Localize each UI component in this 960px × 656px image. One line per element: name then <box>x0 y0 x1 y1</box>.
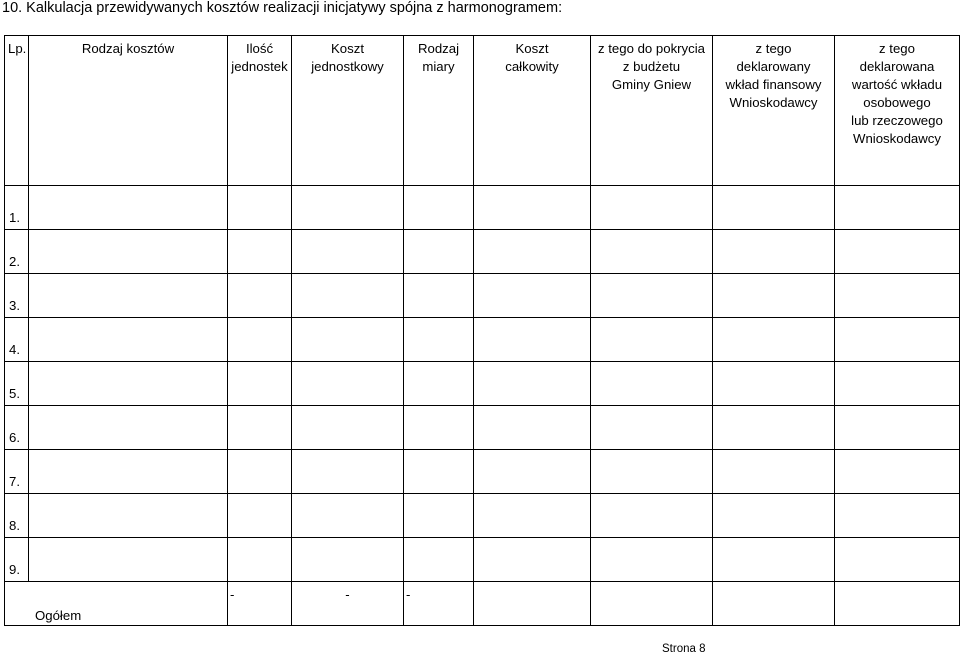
cell-quantity[interactable] <box>228 274 292 318</box>
header-row <box>5 36 960 186</box>
cell-cost-type[interactable] <box>29 362 228 406</box>
cost-calculation-table <box>4 35 960 626</box>
cell-quantity[interactable] <box>228 494 292 538</box>
cell-quantity[interactable] <box>228 362 292 406</box>
cell-unit[interactable] <box>404 362 474 406</box>
total-total-cost[interactable] <box>474 582 591 626</box>
cell-quantity[interactable] <box>228 538 292 582</box>
table-row <box>5 274 960 318</box>
cell-unit[interactable] <box>404 538 474 582</box>
cell-in-kind-contribution[interactable] <box>835 450 960 494</box>
cell-gmina-budget[interactable] <box>591 494 713 538</box>
cell-unit[interactable] <box>404 186 474 230</box>
cell-in-kind-contribution[interactable] <box>835 538 960 582</box>
cell-cost-type[interactable] <box>29 318 228 362</box>
cell-cost-type[interactable] <box>29 538 228 582</box>
cell-unit-cost[interactable] <box>292 318 404 362</box>
cell-unit-cost[interactable] <box>292 450 404 494</box>
table-row <box>5 450 960 494</box>
section-title: 10. Kalkulacja przewidywanych kosztów realizacji inicjatywy spójna z harmonogramem: <box>2 0 563 16</box>
cell-in-kind-contribution[interactable] <box>835 362 960 406</box>
cell-unit-cost[interactable] <box>292 274 404 318</box>
total-in-kind-contribution[interactable] <box>835 582 960 626</box>
cell-quantity[interactable] <box>228 186 292 230</box>
cell-unit-cost[interactable] <box>292 230 404 274</box>
cell-in-kind-contribution[interactable] <box>835 274 960 318</box>
row-number: 2. <box>5 230 29 274</box>
cell-financial-contribution[interactable] <box>713 362 835 406</box>
cell-in-kind-contribution[interactable] <box>835 230 960 274</box>
cell-quantity[interactable] <box>228 318 292 362</box>
cell-unit-cost[interactable] <box>292 362 404 406</box>
row-number: 4. <box>5 318 29 362</box>
total-label: Ogółem <box>5 582 228 626</box>
header-gmina-budget <box>591 36 713 186</box>
header-label: Rodzaj miary <box>417 41 460 74</box>
total-unit-cost: - <box>292 582 404 626</box>
header-label: z tego deklarowana wartość wkładu osobowego lub rzeczowego Wnioskodawcy <box>851 41 943 146</box>
cell-unit-cost[interactable] <box>292 538 404 582</box>
header-label: z tego do pokrycia z budżetu Gminy Gniew <box>597 41 706 92</box>
cell-gmina-budget[interactable] <box>591 450 713 494</box>
row-number: 1. <box>5 186 29 230</box>
cell-financial-contribution[interactable] <box>713 450 835 494</box>
cell-in-kind-contribution[interactable] <box>835 494 960 538</box>
page-number: Strona 8 <box>662 643 706 655</box>
header-cost-type <box>29 36 228 186</box>
cell-financial-contribution[interactable] <box>713 318 835 362</box>
cell-total-cost[interactable] <box>474 274 591 318</box>
cell-quantity[interactable] <box>228 450 292 494</box>
header-label: Ilość jednostek <box>231 41 288 74</box>
cell-in-kind-contribution[interactable] <box>835 406 960 450</box>
cell-cost-type[interactable] <box>29 230 228 274</box>
header-label: Koszt całkowity <box>505 41 559 74</box>
cell-financial-contribution[interactable] <box>713 494 835 538</box>
cell-unit[interactable] <box>404 230 474 274</box>
total-row <box>5 582 960 626</box>
total-unit: - <box>404 582 474 626</box>
row-number: 3. <box>5 274 29 318</box>
cell-gmina-budget[interactable] <box>591 186 713 230</box>
cell-in-kind-contribution[interactable] <box>835 186 960 230</box>
cell-unit[interactable] <box>404 274 474 318</box>
cell-financial-contribution[interactable] <box>713 186 835 230</box>
cell-cost-type[interactable] <box>29 186 228 230</box>
cell-financial-contribution[interactable] <box>713 230 835 274</box>
cell-unit[interactable] <box>404 450 474 494</box>
table-row <box>5 318 960 362</box>
cell-total-cost[interactable] <box>474 230 591 274</box>
cell-cost-type[interactable] <box>29 406 228 450</box>
cell-cost-type[interactable] <box>29 494 228 538</box>
header-financial-contribution <box>713 36 835 186</box>
cell-gmina-budget[interactable] <box>591 318 713 362</box>
table-row <box>5 538 960 582</box>
cell-unit-cost[interactable] <box>292 406 404 450</box>
row-number: 8. <box>5 494 29 538</box>
cell-total-cost[interactable] <box>474 494 591 538</box>
header-label: Lp. <box>8 41 27 56</box>
cell-unit[interactable] <box>404 318 474 362</box>
cell-financial-contribution[interactable] <box>713 274 835 318</box>
table-row <box>5 186 960 230</box>
cell-gmina-budget[interactable] <box>591 230 713 274</box>
cell-gmina-budget[interactable] <box>591 362 713 406</box>
table-row <box>5 362 960 406</box>
cell-financial-contribution[interactable] <box>713 538 835 582</box>
header-unit-cost <box>292 36 404 186</box>
cell-in-kind-contribution[interactable] <box>835 318 960 362</box>
row-number: 7. <box>5 450 29 494</box>
total-quantity: - <box>228 582 292 626</box>
cell-gmina-budget[interactable] <box>591 538 713 582</box>
row-number: 6. <box>5 406 29 450</box>
header-label: Koszt jednostkowy <box>311 41 384 74</box>
header-label: Rodzaj kosztów <box>81 41 175 56</box>
total-gmina-budget[interactable] <box>591 582 713 626</box>
cell-gmina-budget[interactable] <box>591 406 713 450</box>
cell-total-cost[interactable] <box>474 406 591 450</box>
cell-total-cost[interactable] <box>474 186 591 230</box>
table-row <box>5 406 960 450</box>
cell-unit-cost[interactable] <box>292 186 404 230</box>
cell-gmina-budget[interactable] <box>591 274 713 318</box>
total-financial-contribution[interactable] <box>713 582 835 626</box>
cell-total-cost[interactable] <box>474 362 591 406</box>
header-quantity <box>228 36 292 186</box>
cell-cost-type[interactable] <box>29 450 228 494</box>
header-unit <box>404 36 474 186</box>
row-number: 9. <box>5 538 29 582</box>
cell-quantity[interactable] <box>228 406 292 450</box>
cell-financial-contribution[interactable] <box>713 406 835 450</box>
cell-quantity[interactable] <box>228 230 292 274</box>
header-label: z tego deklarowany wkład finansowy Wnioskodawcy <box>725 41 822 110</box>
cell-unit-cost[interactable] <box>292 494 404 538</box>
cell-total-cost[interactable] <box>474 318 591 362</box>
cell-unit[interactable] <box>404 494 474 538</box>
header-total-cost <box>474 36 591 186</box>
cell-cost-type[interactable] <box>29 274 228 318</box>
row-number: 5. <box>5 362 29 406</box>
cell-total-cost[interactable] <box>474 538 591 582</box>
header-lp <box>5 36 29 186</box>
table-row <box>5 230 960 274</box>
table-row <box>5 494 960 538</box>
cell-unit[interactable] <box>404 406 474 450</box>
cell-total-cost[interactable] <box>474 450 591 494</box>
header-in-kind-contribution <box>835 36 960 186</box>
